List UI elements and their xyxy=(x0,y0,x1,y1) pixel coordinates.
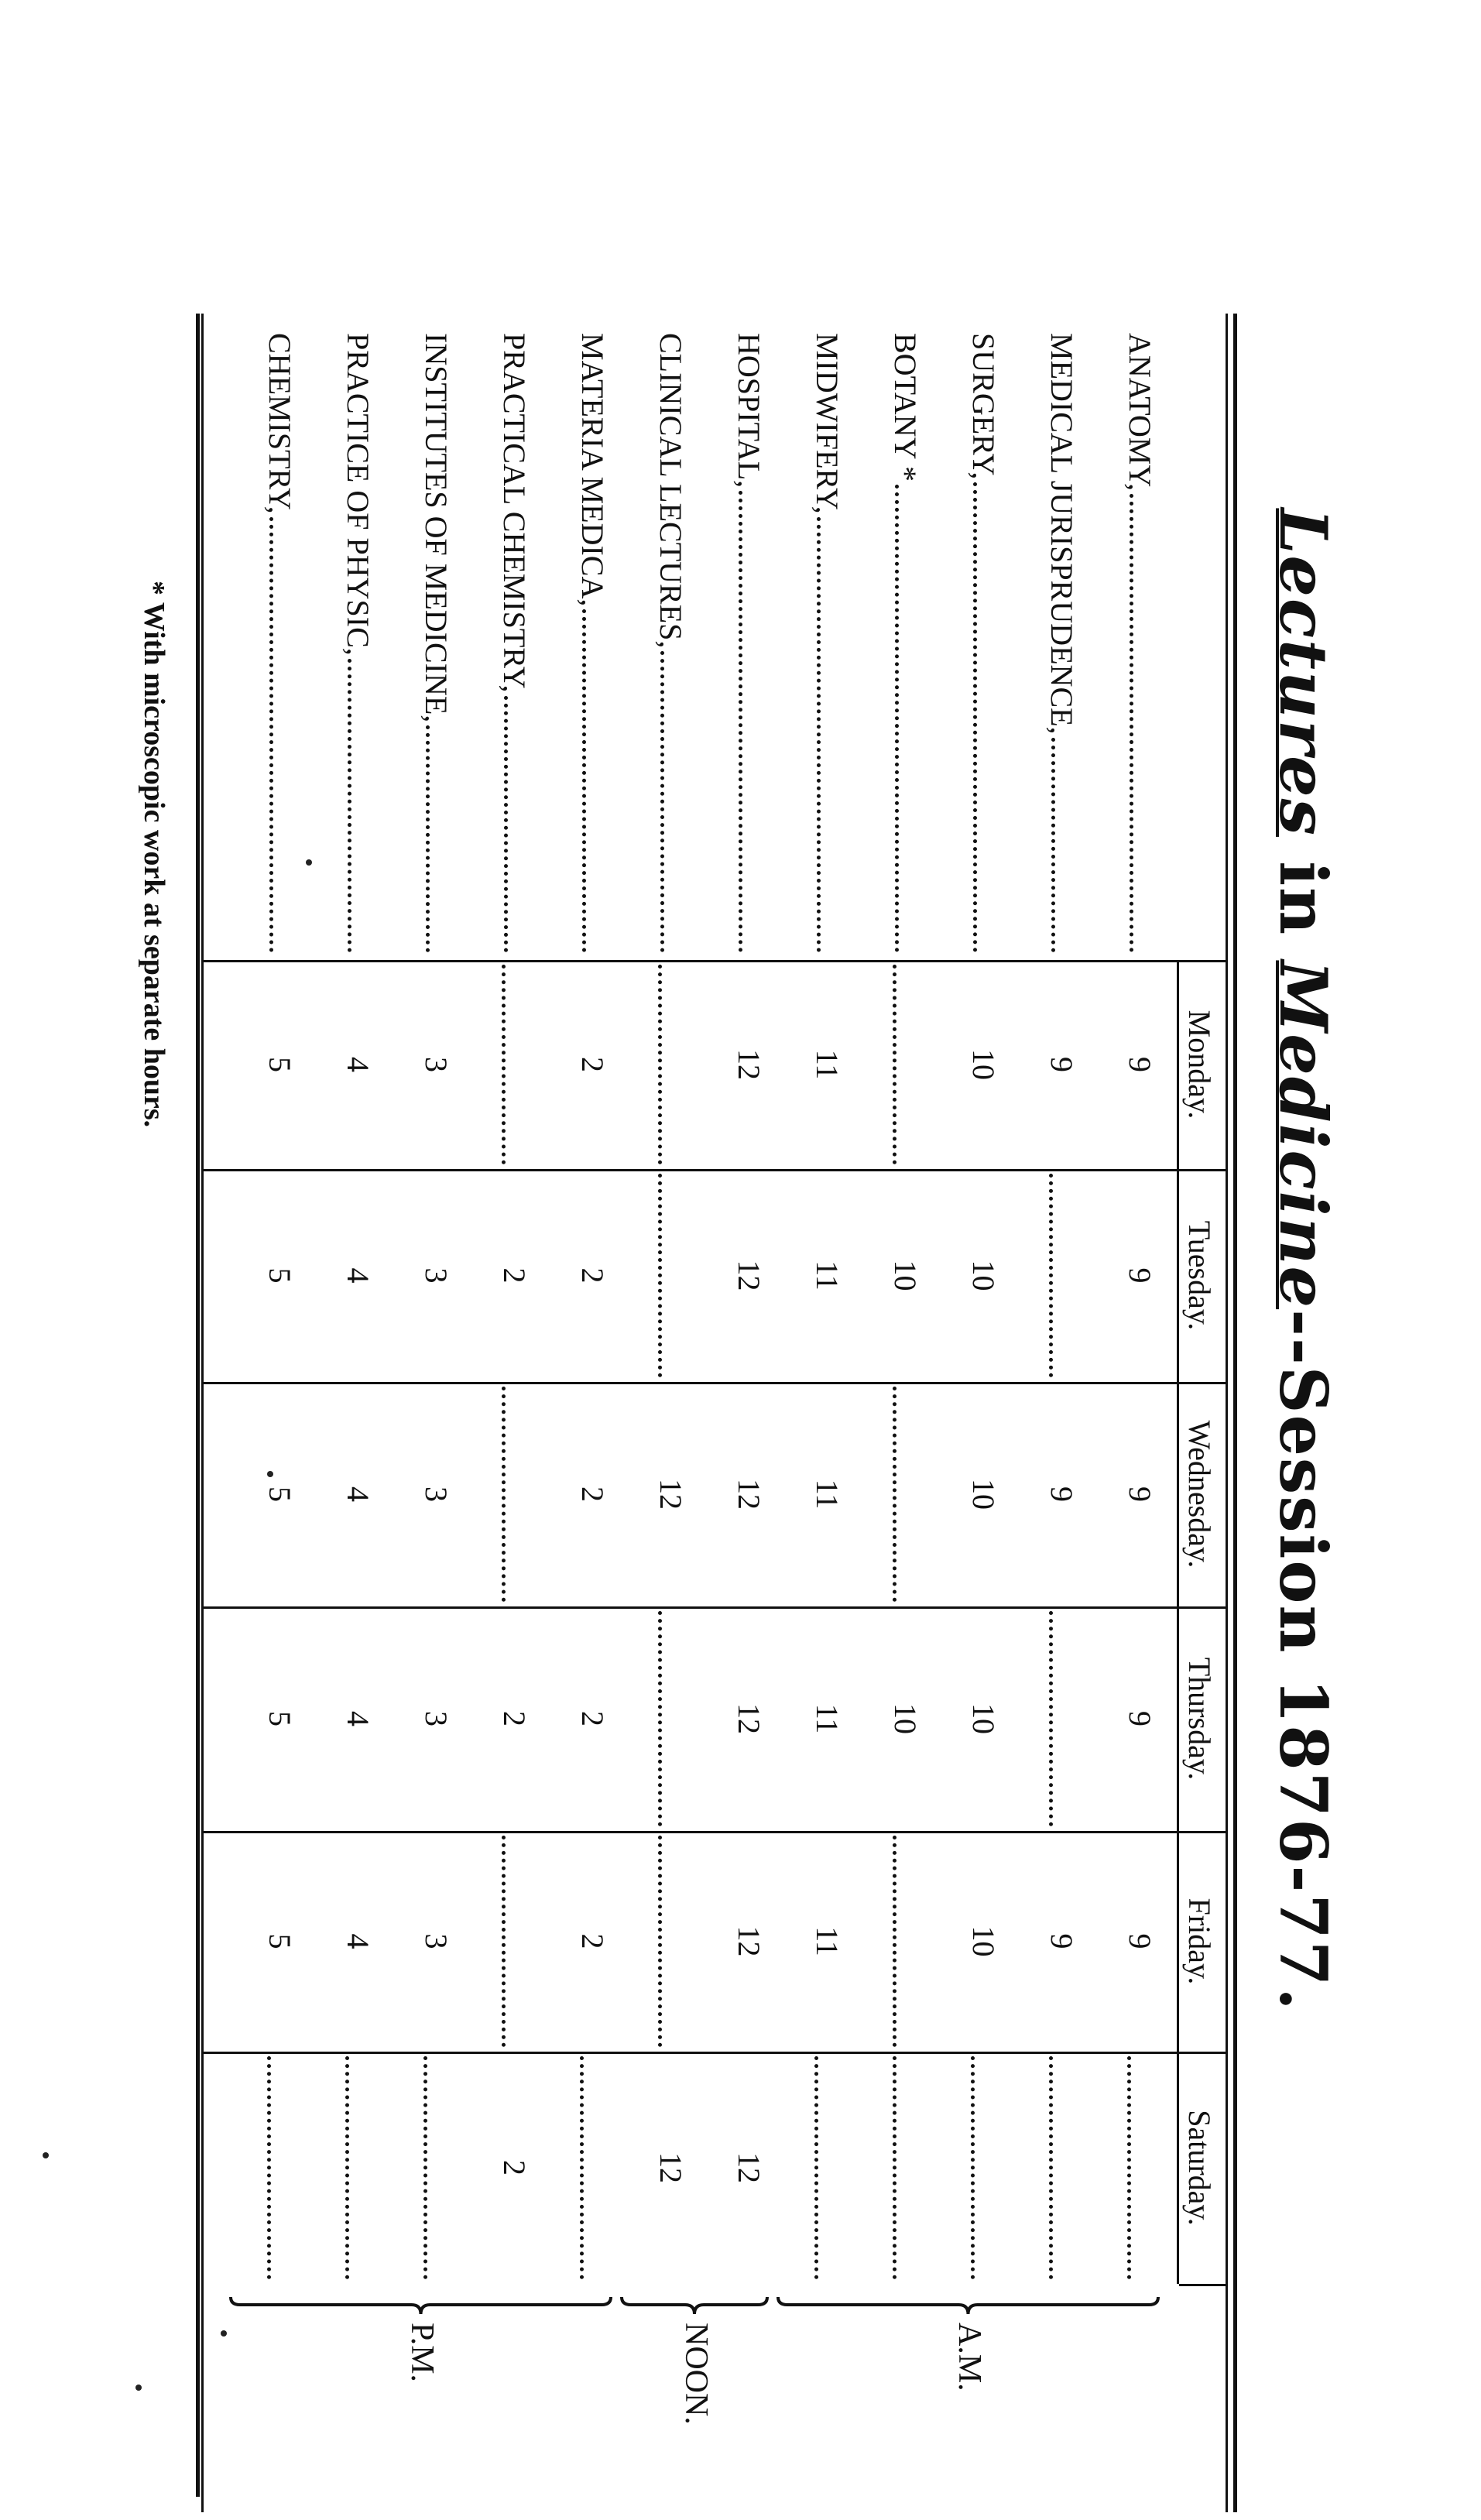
hour-cell-friday: 11 xyxy=(810,1926,845,1956)
row-subject-cell xyxy=(255,333,303,952)
empty-cell-dots-saturday xyxy=(568,2052,616,2284)
dot-leader xyxy=(895,485,929,952)
period-label-pm: P.M. xyxy=(404,2323,441,2383)
table-row xyxy=(646,333,694,2284)
hour-cell-thursday: 2 xyxy=(497,1711,532,1726)
empty-cell-dots-friday xyxy=(490,1831,538,2052)
hour-cell-friday: 12 xyxy=(732,1925,766,1957)
table-row xyxy=(1037,333,1085,2284)
row-subject-cell xyxy=(959,333,1007,952)
empty-cell-dots-thursday xyxy=(1037,1606,1085,1831)
hour-cell-thursday: 2 xyxy=(575,1711,610,1726)
hour-cell-friday: 9 xyxy=(1044,1933,1079,1949)
empty-cell-dots-wednesday xyxy=(490,1382,538,1606)
dot-leader xyxy=(582,609,616,952)
table-row xyxy=(255,333,303,2284)
dot-leader xyxy=(504,696,538,952)
hour-cell-monday: 9 xyxy=(1123,1057,1157,1072)
row-subject-cell xyxy=(568,333,616,952)
header-underline-rule xyxy=(1177,960,1179,2284)
hour-cell-monday: 11 xyxy=(810,1049,845,1080)
hour-cell-tuesday: 2 xyxy=(575,1267,610,1284)
dot-leader xyxy=(1130,494,1164,952)
hour-cell-friday: 9 xyxy=(1123,1933,1157,1949)
empty-cell-dots-saturday xyxy=(881,2052,929,2284)
hour-cell-tuesday: 4 xyxy=(341,1267,375,1284)
row-subject-cell xyxy=(803,333,851,952)
hour-cell-thursday: 12 xyxy=(732,1703,766,1734)
row-subject-label: HOSPITAL, xyxy=(732,333,766,489)
row-subject-label: INSTITUTES OF MEDICINE, xyxy=(419,333,454,723)
empty-cell-dots-friday xyxy=(881,1831,929,2052)
dot-leader xyxy=(348,659,382,952)
dot-leader xyxy=(1051,738,1085,952)
empty-cell-dots-saturday xyxy=(959,2052,1007,2284)
hour-cell-friday: 4 xyxy=(341,1933,375,1949)
hour-cell-saturday: 2 xyxy=(497,2160,532,2175)
row-subject-cell xyxy=(412,333,460,952)
dot-leader xyxy=(973,482,1007,952)
title-medicine: Medicine xyxy=(1265,960,1342,1310)
column-rule xyxy=(1179,2284,1227,2286)
day-header-saturday: Saturday. xyxy=(1182,2110,1217,2226)
hour-cell-tuesday: 12 xyxy=(732,1260,766,1291)
hour-cell-wednesday: 9 xyxy=(1123,1486,1157,1502)
dot-leader xyxy=(817,517,851,952)
title-session: --Session 1876-77. xyxy=(1265,1309,1342,2012)
day-header-monday: Monday. xyxy=(1182,1010,1217,1119)
hour-cell-tuesday: 10 xyxy=(966,1260,1001,1291)
hour-cell-wednesday: 3 xyxy=(419,1486,454,1502)
empty-cell-dots-saturday xyxy=(255,2052,303,2284)
hour-cell-wednesday: 4 xyxy=(341,1486,375,1502)
row-subject-label: ANATOMY, xyxy=(1123,333,1157,492)
row-subject-cell xyxy=(1116,333,1164,952)
dot-leader xyxy=(660,651,694,952)
hour-cell-thursday: 5 xyxy=(262,1711,297,1726)
row-subject-label: CHEMISTRY, xyxy=(262,333,297,514)
hour-cell-thursday: 11 xyxy=(810,1703,845,1734)
day-header-wednesday: Wednesday. xyxy=(1182,1420,1217,1569)
dot-leader xyxy=(426,725,460,952)
row-subject-cell xyxy=(334,333,382,952)
empty-cell-dots-wednesday xyxy=(881,1382,929,1606)
hour-cell-friday: 10 xyxy=(966,1925,1001,1957)
table-row xyxy=(490,333,538,2284)
scan-speck xyxy=(267,1471,273,1477)
row-subject-label: PRACTICE OF PHYSIC, xyxy=(341,333,375,656)
hour-cell-monday: 5 xyxy=(262,1057,297,1072)
table-row xyxy=(1116,333,1164,2284)
scan-speck xyxy=(221,2330,227,2337)
hour-cell-friday: 3 xyxy=(419,1933,454,1949)
row-subject-label: PRACTICAL CHEMISTRY, xyxy=(497,333,532,693)
hour-cell-monday: 2 xyxy=(575,1057,610,1072)
hour-cell-saturday: 12 xyxy=(653,2152,688,2183)
hour-cell-wednesday: 5 xyxy=(262,1486,297,1502)
dot-leader xyxy=(739,491,773,952)
day-header-tuesday: Tuesday. xyxy=(1182,1220,1217,1331)
hour-cell-monday: 9 xyxy=(1044,1057,1079,1072)
hour-cell-tuesday: 10 xyxy=(888,1260,923,1291)
row-subject-label: BOTANY * xyxy=(888,333,923,482)
table-row xyxy=(881,333,929,2284)
row-subject-cell xyxy=(646,333,694,952)
period-brace xyxy=(229,2295,612,2316)
row-subject-label: SURGERY, xyxy=(966,333,1001,480)
bottom-rule-outer xyxy=(196,314,200,2497)
scan-speck xyxy=(135,2385,142,2391)
empty-cell-dots-saturday xyxy=(412,2052,460,2284)
hour-cell-wednesday: 12 xyxy=(732,1479,766,1510)
hour-cell-monday: 4 xyxy=(341,1057,375,1072)
period-label-noon: NOON. xyxy=(678,2323,714,2425)
table-row xyxy=(568,333,616,2284)
hour-cell-wednesday: 2 xyxy=(575,1486,610,1502)
hour-cell-wednesday: 12 xyxy=(653,1479,688,1510)
top-double-rule-outer xyxy=(1233,314,1237,2512)
scan-speck xyxy=(306,859,312,866)
hour-cell-friday: 5 xyxy=(262,1933,297,1949)
hour-cell-thursday: 9 xyxy=(1123,1711,1157,1726)
hour-cell-tuesday: 5 xyxy=(262,1267,297,1284)
hour-cell-friday: 2 xyxy=(575,1933,610,1949)
day-header-friday: Friday. xyxy=(1182,1898,1217,1985)
hour-cell-thursday: 10 xyxy=(888,1703,923,1734)
period-label-am: A.M. xyxy=(951,2323,988,2391)
row-subject-label: MEDICAL JURISPRUDENCE, xyxy=(1044,333,1079,735)
hour-cell-thursday: 10 xyxy=(966,1703,1001,1734)
table-row xyxy=(412,333,460,2284)
row-subject-cell xyxy=(881,333,929,952)
empty-cell-dots-saturday xyxy=(803,2052,851,2284)
hour-cell-tuesday: 9 xyxy=(1123,1267,1157,1284)
dot-leader xyxy=(269,517,303,952)
row-subject-cell xyxy=(490,333,538,952)
scan-speck xyxy=(43,2152,49,2158)
row-subject-label: CLINICAL LECTURES, xyxy=(653,333,688,649)
table-row xyxy=(334,333,382,2284)
hour-cell-monday: 10 xyxy=(966,1049,1001,1080)
hour-cell-monday: 12 xyxy=(732,1049,766,1080)
hour-cell-tuesday: 2 xyxy=(497,1267,532,1284)
empty-cell-dots-saturday xyxy=(334,2052,382,2284)
period-brace xyxy=(620,2295,769,2316)
empty-cell-dots-saturday xyxy=(1037,2052,1085,2284)
table-row xyxy=(803,333,851,2284)
empty-cell-dots-monday xyxy=(646,960,694,1169)
hour-cell-tuesday: 3 xyxy=(419,1267,454,1284)
empty-cell-dots-monday xyxy=(881,960,929,1169)
empty-cell-dots-thursday xyxy=(646,1606,694,1831)
row-subject-label: MATERIA MEDICA, xyxy=(575,333,610,607)
hour-cell-thursday: 4 xyxy=(341,1711,375,1726)
top-double-rule-inner xyxy=(1226,314,1228,2512)
hour-cell-saturday: 12 xyxy=(732,2152,766,2183)
empty-cell-dots-monday xyxy=(490,960,538,1169)
hour-cell-wednesday: 9 xyxy=(1044,1486,1079,1502)
hour-cell-thursday: 3 xyxy=(419,1711,454,1726)
title-in: in xyxy=(1265,861,1342,937)
empty-cell-dots-tuesday xyxy=(1037,1169,1085,1382)
hour-cell-monday: 3 xyxy=(419,1057,454,1072)
bottom-rule-inner xyxy=(201,314,204,2512)
row-subject-cell xyxy=(725,333,773,952)
row-subject-cell xyxy=(1037,333,1085,952)
table-row xyxy=(959,333,1007,2284)
empty-cell-dots-friday xyxy=(646,1831,694,2052)
hour-cell-wednesday: 11 xyxy=(810,1479,845,1510)
footnote: * With microscopic work at separate hours. xyxy=(138,581,170,1128)
day-header-thursday: Thursday. xyxy=(1182,1657,1217,1781)
title-lectures: Lectures xyxy=(1265,508,1342,837)
row-subject-label: MIDWIFERY, xyxy=(810,333,845,514)
empty-cell-dots-tuesday xyxy=(646,1169,694,1382)
hour-cell-tuesday: 11 xyxy=(810,1260,845,1291)
period-brace xyxy=(776,2295,1160,2316)
empty-cell-dots-saturday xyxy=(1116,2052,1164,2284)
table-row xyxy=(725,333,773,2284)
page-title xyxy=(1265,0,1342,2520)
hour-cell-wednesday: 10 xyxy=(966,1479,1001,1510)
